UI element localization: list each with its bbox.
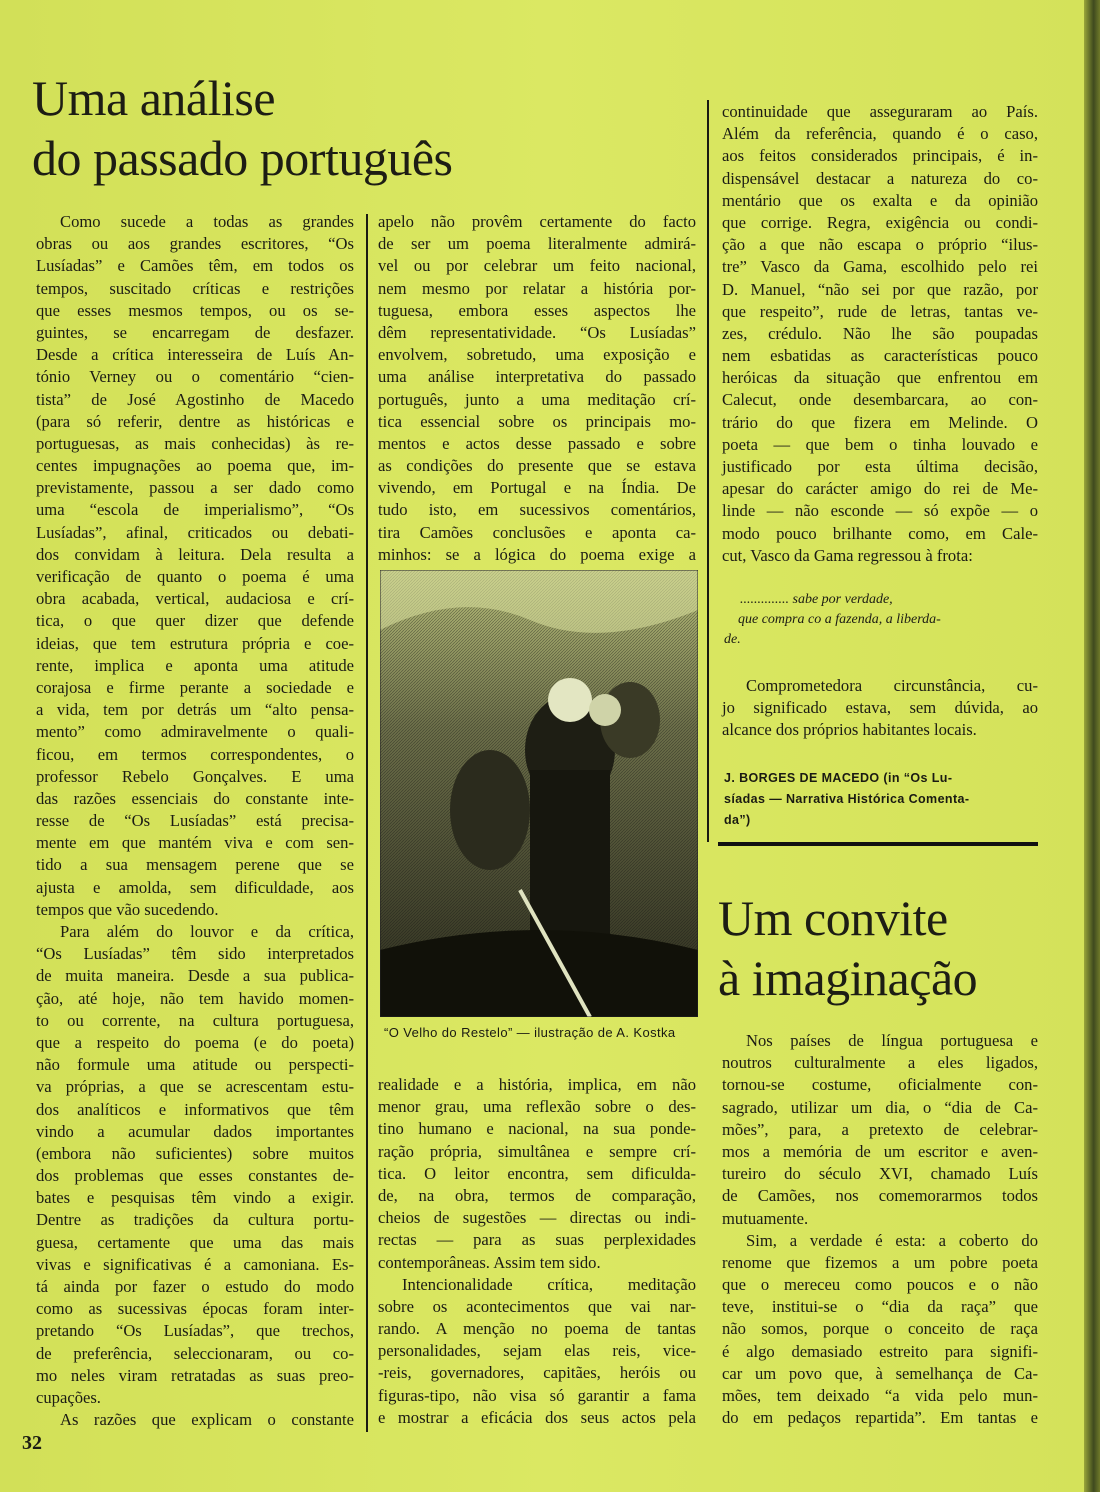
text-line: cupações. — [36, 1387, 101, 1407]
text-line: menor grau, uma reflexão sobre o des- — [378, 1097, 696, 1117]
text-line: tornou-se costume, oficialmente con- — [722, 1075, 1038, 1095]
text-line: Nos países de língua portuguesa e — [746, 1031, 1038, 1050]
text-line: mutuamente. — [722, 1208, 809, 1228]
text-line: Lusíadas” e Camões têm, em todos os — [36, 256, 354, 276]
text-line: não formule uma atitude ou perspecti- — [36, 1055, 354, 1075]
text-line: justificado por esta última decisão, — [722, 457, 1038, 476]
text-line: centes impugnações ao poema que, im- — [36, 456, 354, 476]
text-line: tica essencial sobre os principais mo- — [378, 411, 696, 431]
text-line: e mostrar a eficácia dos seus actos pela — [378, 1407, 696, 1427]
text-line: car um povo que, à semelhança de Ca- — [722, 1363, 1038, 1383]
text-line: a vida, tem por detrás um “alto pensa- — [36, 700, 354, 720]
text-line: que corrige. Regra, exigência ou condi- — [722, 212, 1038, 232]
text-line: vel ou por celebrar um feito nacional, — [378, 256, 696, 276]
text-line: ficou, em termos correspondentes, o — [36, 744, 354, 764]
text-line: ajusta e amolda, sem dificuldade, aos — [36, 877, 354, 897]
text-line: Sim, a verdade é esta: a coberto do — [746, 1230, 1038, 1250]
text-line: guesa, certamente que uma das mais — [36, 1232, 354, 1252]
text-line: (para só referir, dentre as históricas e — [36, 411, 354, 431]
text-line: resse de “Os Lusíadas” está precisa- — [36, 811, 354, 831]
text-line: mo neles viram retratadas as suas preo- — [36, 1365, 354, 1385]
credit-line: síadas — Narrativa Histórica Comenta- — [724, 792, 970, 806]
text-line: que o mereceu como poucos e o não — [722, 1275, 1038, 1295]
column-left — [36, 211, 354, 1431]
text-line: tido a sua mensagem perene que se — [36, 855, 354, 875]
text-line: tica. O leitor encontra, sem dificulda- — [378, 1163, 696, 1183]
text-line: cheios de sugestões — directas ou indi- — [378, 1208, 696, 1228]
text-line: ção, até hoje, não tem havido momen- — [36, 988, 354, 1008]
text-line: dos analíticos e informativos que têm — [36, 1099, 354, 1119]
text-line: mento” como admiravelmente o quali- — [36, 722, 354, 742]
title-line: do passado português — [32, 130, 453, 186]
text-line: mões, tem deixado “a vida pelo mun- — [722, 1386, 1038, 1405]
illustration-caption: “O Velho do Restelo” — ilustração de A. Kostka — [384, 1025, 676, 1040]
text-line: vindo a acumular dados importantes — [36, 1121, 354, 1141]
text-line: tuguesa, embora esses aspectos lhe — [378, 300, 696, 320]
text-line: pretando “Os Lusíadas”, que trechos, — [36, 1321, 354, 1341]
text-line: mente em que mantém viva e com sen- — [36, 833, 354, 853]
text-line: mentos e actos desse passado e sobre — [378, 433, 696, 453]
column-divider — [707, 100, 709, 842]
text-line: do em pedaços repartida”. Em tantas e — [722, 1408, 1038, 1428]
text-line: tureiro do século XVI, chamado Luís — [722, 1164, 1038, 1184]
text-line: dos convidam à leitura. Dela resulta a — [36, 544, 354, 564]
facing-page-edge — [1084, 0, 1100, 1492]
text-line: nem esbatidas as características pouco — [722, 346, 1038, 366]
text-line: rectas — para as suas perplexidades — [378, 1230, 696, 1250]
credit-line: J. BORGES DE MACEDO (in “Os Lu- — [724, 771, 953, 785]
column-right-top — [722, 101, 1038, 567]
text-line: previstamente, passou a ser dado como — [36, 478, 354, 498]
quote-line: que compra co a fazenda, a liberda- — [738, 612, 941, 627]
text-line: realidade e a história, implica, em não — [378, 1075, 696, 1094]
text-line: de ser um poema literalmente admirá- — [378, 234, 696, 254]
text-line: tudo isto, em sucessivos comentários, — [378, 500, 696, 520]
text-line: -reis, governadores, capitães, heróis ou — [378, 1363, 696, 1383]
text-line: As razões que explicam o constante — [60, 1410, 354, 1430]
text-line: rando. A menção no poema de tantas — [378, 1319, 696, 1339]
column-middle-top — [378, 211, 696, 566]
poem-quote — [724, 590, 1038, 650]
text-line: dêm representatividade. “Os Lusíadas” — [378, 322, 696, 342]
text-line: tre” Vasco da Gama, escolhido pelo rei — [722, 257, 1038, 277]
text-line: que respeito”, rude de letras, tantas ve- — [722, 301, 1038, 321]
article-title — [718, 888, 977, 1008]
text-line: é algo demasiado estreito para signifi- — [722, 1341, 1038, 1361]
text-line: que esses mesmos tempos, ou os se- — [36, 300, 354, 320]
text-line: Além da referência, quando é o caso, — [722, 124, 1038, 144]
text-line: Como sucede a todas as grandes — [60, 212, 354, 231]
text-line: jo significado estava, sem dúvida, ao — [722, 698, 1038, 718]
text-line: envolvem, sobretudo, uma exposição e — [378, 345, 696, 365]
text-line: Comprometedora circunstância, cu- — [746, 676, 1038, 695]
text-line: to ou corrente, na cultura portuguesa, — [36, 1010, 354, 1030]
text-line: ração própria, simultânea e sempre crí- — [378, 1141, 696, 1161]
text-line: português, junto a uma meditação crí- — [378, 389, 696, 409]
text-line: minhos: se a lógica do poema exige a — [378, 544, 696, 564]
text-line: poeta — que bem o tinha louvado e — [722, 434, 1038, 454]
text-line: rente, implica e aponta uma atitude — [36, 655, 354, 675]
illustration-velho-do-restelo — [380, 570, 698, 1017]
text-line: uma “escola de imperialismo”, “Os — [36, 500, 354, 520]
text-line: dispensável destacar a natureza do co- — [722, 168, 1038, 188]
text-line: (embora não suficientes) sobre muitos — [36, 1143, 354, 1163]
text-line: cut, Vasco da Gama regressou à frota: — [722, 545, 973, 565]
author-credit — [724, 768, 1034, 831]
text-line: como as sucessivas épocas foram inter- — [36, 1299, 354, 1319]
text-line: vivendo, em Portugal e na Índia. De — [378, 478, 696, 498]
page-number: 32 — [22, 1432, 42, 1454]
text-line: tista” de José Agostinho de Macedo — [36, 389, 354, 409]
text-line: mentário que os exalta e da opinião — [722, 190, 1038, 210]
text-line: ção a que não escapa o próprio “ilus- — [722, 235, 1038, 255]
text-line: Dentre as tradições da cultura portu- — [36, 1210, 354, 1230]
quote-line: .............. sabe por verdade, — [740, 592, 893, 607]
article-title — [32, 68, 453, 188]
text-line: dos problemas que esses constantes de- — [36, 1166, 354, 1186]
text-line: obra acabada, vertical, audaciosa e crí- — [36, 589, 354, 609]
text-line: “Os Lusíadas” têm sido interpretados — [36, 944, 354, 964]
title-line: Um convite — [718, 890, 948, 946]
text-line: sobre os acontecimentos que vai nar- — [378, 1296, 696, 1316]
text-line: das razões essenciais do constante inte- — [36, 788, 354, 808]
text-line: teve, institui-se o “dia da raça” que — [722, 1297, 1038, 1317]
text-line: D. Manuel, “não sei por que razão, por — [722, 279, 1038, 299]
quote-line: de. — [724, 632, 741, 647]
text-line: tira Camões conclusões e aponta ca- — [378, 522, 696, 542]
credit-line: da”) — [724, 813, 751, 827]
text-line: personalidades, sejam elas reis, vice- — [378, 1341, 696, 1361]
text-line: vivas e significativas é a camoniana. Es- — [36, 1254, 354, 1274]
text-line: obras ou aos grandes escritores, “Os — [36, 234, 354, 254]
title-line: Uma análise — [32, 70, 276, 126]
text-line: linde — não esconde — só expõe — o — [722, 501, 1038, 521]
text-line: modo pouco brilhante como, em Cale- — [722, 523, 1038, 543]
text-line: nem mesmo por relatar a história por- — [378, 278, 696, 298]
text-line: renome que fizemos a um pobre poeta — [722, 1252, 1038, 1272]
text-line: de Camões, nos comemorarmos todos — [722, 1186, 1038, 1206]
column-divider — [366, 214, 368, 1432]
text-line: tónio Verney ou o comentário “cien- — [36, 367, 354, 387]
column-right-conclusion — [722, 675, 1038, 742]
text-line: aos feitos considerados principais, é in- — [722, 146, 1038, 166]
text-line: apelo não provêm certamente do facto — [378, 212, 696, 231]
text-line: de, na obra, termos de comparação, — [378, 1185, 696, 1205]
text-line: que a respeito do poema (e do poeta) — [36, 1032, 354, 1052]
text-line: apesar do carácter amigo do rei de Me- — [722, 479, 1038, 499]
title-line: à imaginação — [718, 950, 978, 1006]
text-line: mões”, para, a pretexto de celebrar- — [722, 1119, 1038, 1139]
text-line: Lusíadas”, afinal, criticados ou debati- — [36, 522, 354, 542]
text-line: as condições do presente que se estava — [378, 456, 696, 476]
text-line: Calecut, onde desembarcara, ao con- — [722, 390, 1038, 410]
text-line: tino humano e nacional, na sua ponde- — [378, 1119, 696, 1139]
text-line: sagrado, utilizar um dia, o “dia de Ca- — [722, 1097, 1038, 1117]
column-right-bottom — [722, 1030, 1038, 1429]
text-line: corajosa e firme perante a sociedade e — [36, 677, 354, 697]
text-line: continuidade que asseguraram ao País. — [722, 102, 1038, 121]
text-line: não somos, porque o conceito de raça — [722, 1319, 1038, 1339]
text-line: portuguesas, as mais conhecidas) às re- — [36, 433, 354, 453]
text-line: verificação de quanto o poema é uma — [36, 567, 354, 586]
text-line: ideias, que tem estrutura própria e coe- — [36, 633, 354, 653]
text-line: professor Rebelo Gonçalves. E uma — [36, 766, 354, 786]
text-line: bates e pesquisas têm vindo a exigir. — [36, 1188, 354, 1208]
text-line: tá ainda por fazer o estudo do modo — [36, 1277, 354, 1296]
text-line: figuras-tipo, não visa só garantir a fama — [378, 1385, 696, 1405]
column-middle-bottom — [378, 1074, 696, 1429]
text-line: trário do que fizera em Melinde. O — [722, 412, 1038, 432]
text-line: de muita maneira. Desde a sua publica- — [36, 966, 354, 986]
text-line: guintes, se encarregam de desfazer. — [36, 322, 354, 342]
text-line: uma análise interpretativa do passado — [378, 367, 696, 387]
text-line: alcance dos próprios habitantes locais. — [722, 720, 977, 740]
text-line: noutros culturalmente a eles ligados, — [722, 1053, 1038, 1073]
text-line: tica, o que quer dizer que defende — [36, 611, 354, 631]
text-line: tempos que vão sucedendo. — [36, 899, 219, 919]
text-line: heróicas da situação que enfrentou em — [722, 368, 1038, 388]
section-divider — [718, 842, 1038, 846]
text-line: de preferência, seleccionaram, ou co- — [36, 1343, 354, 1363]
text-line: zes, crédulo. Não lhe são poupadas — [722, 323, 1038, 343]
text-line: Para além do louvor e da crítica, — [60, 922, 354, 941]
text-line: mos a memória de um escritor e aven- — [722, 1141, 1038, 1161]
text-line: contemporâneas. Assim tem sido. — [378, 1252, 601, 1272]
text-line: tempos, suscitado críticas e restrições — [36, 278, 354, 298]
text-line: Intencionalidade crítica, meditação — [402, 1274, 696, 1294]
text-line: va próprias, a que se acrescentam estu- — [36, 1077, 354, 1097]
text-line: Desde a crítica interesseira de Luís An- — [36, 345, 354, 365]
